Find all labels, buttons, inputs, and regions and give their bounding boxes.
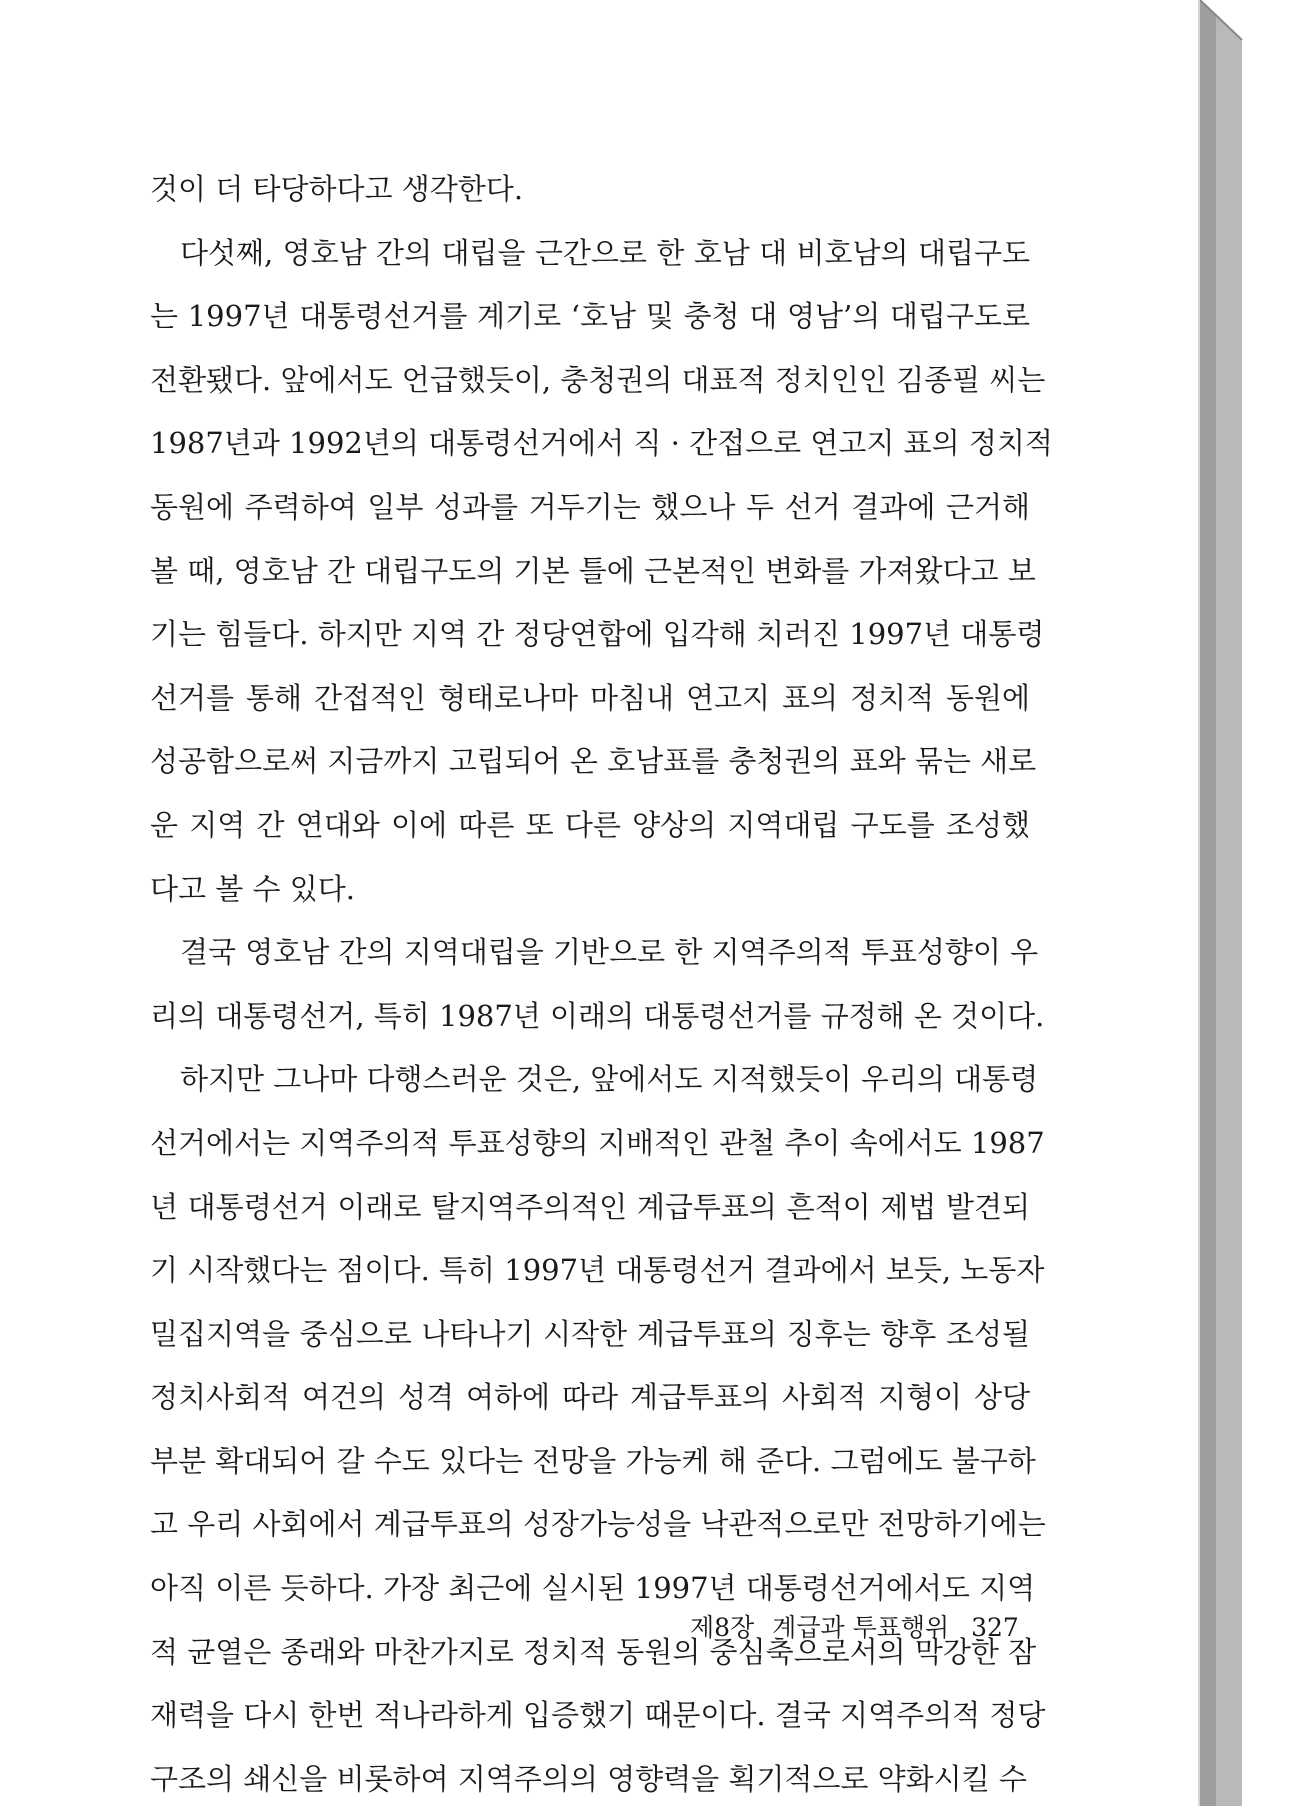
text-line: 다섯째, 영호남 간의 대립을 근간으로 한 호남 대 비호남의 대립구도 [180, 235, 1030, 270]
text-line: 성공함으로써 지금까지 고립되어 온 호남표를 충청권의 표와 묶는 새로 [150, 744, 1037, 779]
text-line: 볼 때, 영호남 간 대립구도의 기본 틀에 근본적인 변화를 가져왔다고 보 [150, 553, 1036, 588]
text-line: 전환됐다. 앞에서도 언급했듯이, 충청권의 대표적 정치인인 김종필 씨는 [150, 362, 1046, 397]
paragraph [150, 222, 1053, 922]
text-line: 동원에 주력하여 일부 성과를 거두기는 했으나 두 선거 결과에 근거해 [150, 489, 1030, 524]
text-line: 기는 힘들다. 하지만 지역 간 정당연합에 입각해 치러진 1997년 대통령 [150, 617, 1045, 652]
text-line: 하지만 그나마 다행스러운 것은, 앞에서도 지적했듯이 우리의 대통령 [180, 1062, 1039, 1097]
text-line: 운 지역 간 연대와 이에 따른 또 다른 양상의 지역대립 구도를 조성했 [150, 807, 1030, 842]
running-footer [690, 1608, 1019, 1644]
text-line: 리의 대통령선거, 특히 1987년 이래의 대통령선거를 규정해 온 것이다. [150, 998, 1045, 1033]
text-line: 결국 영호남 간의 지역대립을 기반으로 한 지역주의적 투표성향이 우 [180, 935, 1039, 970]
text-line: 기 시작했다는 점이다. 특히 1997년 대통령선거 결과에서 보듯, 노동자 [150, 1253, 1045, 1288]
text-line: 다고 볼 수 있다. [150, 871, 355, 906]
text-line: 정치사회적 여건의 성격 여하에 따라 계급투표의 사회적 지형이 상당 [150, 1380, 1030, 1415]
footer-title: 계급과 투표행위 [772, 1613, 950, 1642]
text-line: 재력을 다시 한번 적나라하게 입증했기 때문이다. 결국 지역주의적 정당 [150, 1698, 1046, 1733]
text-line: 년 대통령선거 이래로 탈지역주의적인 계급투표의 흔적이 제법 발견되 [150, 1189, 1030, 1224]
text-line: 아직 이른 듯하다. 가장 최근에 실시된 1997년 대통령선거에서도 지역 [150, 1571, 1036, 1606]
text-line: 1987년과 1992년의 대통령선거에서 직 · 간접으로 연고지 표의 정치적 [150, 426, 1053, 461]
body-text [150, 158, 1053, 1806]
paragraph [150, 158, 1030, 222]
text-line: 는 1997년 대통령선거를 계기로 ‘호남 및 충청 대 영남’의 대립구도로 [150, 299, 1030, 334]
text-line: 것이 더 타당하다고 생각한다. [150, 172, 524, 206]
text-line: 부분 확대되어 갈 수도 있다는 전망을 가능케 해 준다. 그럼에도 불구하 [150, 1443, 1036, 1478]
text-line: 선거를 통해 간접적인 형태로나마 마침내 연고지 표의 정치적 동원에 [150, 680, 1030, 715]
page-number: 327 [971, 1613, 1019, 1642]
paragraph [150, 921, 1045, 1048]
text-line: 고 우리 사회에서 계급투표의 성장가능성을 낙관적으로만 전망하기에는 [150, 1507, 1046, 1542]
text-line: 선거에서는 지역주의적 투표성향의 지배적인 관철 추이 속에서도 1987 [150, 1125, 1045, 1160]
footer-chapter: 제8장 [690, 1613, 755, 1642]
text-line: 구조의 쇄신을 비롯하여 지역주의의 영향력을 획기적으로 약화시킬 수 [150, 1761, 1027, 1796]
paragraph [150, 1048, 1046, 1806]
text-line: 적 균열은 종래와 마찬가지로 정치적 동원의 중심축으로서의 막강한 잠 [150, 1634, 1037, 1669]
text-line: 밀집지역을 중심으로 나타나기 시작한 계급투표의 징후는 향후 조성될 [150, 1316, 1030, 1351]
